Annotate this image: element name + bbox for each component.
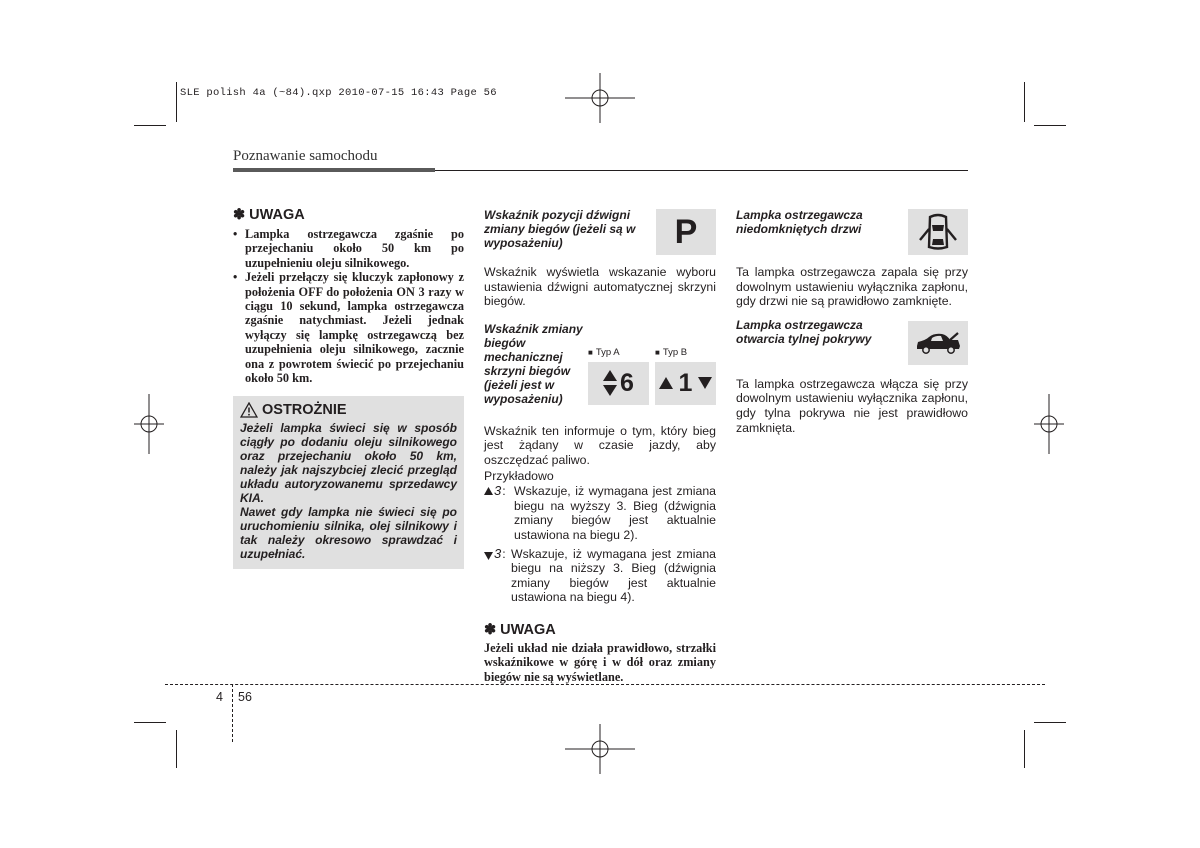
gear-position-header [484, 208, 716, 264]
registration-mark-left [134, 394, 164, 454]
down-arrow-icon [484, 552, 493, 560]
trunk-open-icon [914, 331, 962, 355]
shift-indicator-header [484, 322, 716, 416]
warning-triangle-icon [240, 402, 258, 418]
trunk-warning-heading: Lampka ostrzegawcza otwarcia tylnej pokrywy [736, 317, 872, 346]
park-p-icon: P [674, 212, 698, 251]
example-text: Wskazuje, iż wymagana jest zmiana biegu na wyższy 3. Bieg (dźwignia zmiany biegów jest aktualnie ustawiona na biegu 2). [514, 484, 716, 542]
header-bar-thick [233, 168, 435, 172]
list-item: • Lampka ostrzegawcza zgaśnie po przejechaniu około 50 km po uzupełnieniu oleju silnikowego. [233, 227, 464, 270]
note-text: Jeżeli układ nie działa prawidłowo, strzałki wskaźnikowe w górę i w dół oraz zmiany biegów nie są wyświetlane. [484, 640, 716, 684]
caution-box [233, 396, 464, 569]
example-gear: 3 [494, 483, 502, 499]
note-heading [233, 207, 464, 223]
gear-position-indicator [656, 209, 716, 255]
registration-mark-bottom [565, 724, 635, 774]
footer-divider [232, 684, 233, 742]
type-b-gear: 1 [678, 368, 693, 397]
type-a-gear: 6 [620, 368, 634, 397]
column-2 [484, 208, 716, 684]
shift-indicator-heading: Wskaźnik zmiany biegów mechanicznej skrzyni biegów (jeżeli jest w wyposażeniu) [484, 321, 583, 406]
door-warning-text: Ta lampka ostrzegawcza zapala się przy dowolnym ustawieniu wyłącznika zapłonu, gdy drzwi nie są prawidłowo zamknięte. [736, 265, 968, 309]
type-a-indicator [588, 362, 649, 405]
door-warning-header [736, 208, 968, 264]
up-arrow-icon [484, 487, 493, 495]
note-list [233, 227, 464, 385]
shift-indicator-text: Wskaźnik ten informuje o tym, który bieg jest żądany w czasie jazdy, aby oszczędzać paliwo. [484, 423, 716, 467]
note-title: UWAGA [500, 621, 556, 638]
caution-paragraph: Nawet gdy lampka nie świeci się po uruchomieniu silnika, olej silnikowy i tak należy okresowo sprawdzać i uzupełniać. [240, 505, 457, 562]
type-b-indicator [655, 362, 716, 405]
example-text: Wskazuje, iż wymagana jest zmiana biegu na niższy 3. Bieg (dźwignia zmiany biegów jest aktualnie ustawiona na biegu 4). [511, 546, 716, 605]
type-a-label: ■ Typ A [588, 346, 620, 358]
asterisk-icon: ✽ [233, 207, 246, 223]
example-label: Przykładowo [484, 468, 554, 483]
column-3 [736, 208, 968, 435]
caution-title: OSTROŻNIE [262, 402, 347, 419]
asterisk-icon: ✽ [484, 621, 497, 638]
footer-rule [165, 684, 1045, 685]
up-down-arrow-icon [603, 370, 617, 396]
print-slug: SLE polish 4a (~84).qxp 2010-07-15 16:43 Page 56 [180, 87, 497, 99]
chapter-number: 4 [216, 690, 223, 704]
note-title: UWAGA [249, 207, 305, 223]
trunk-warning-text: Ta lampka ostrzegawcza włącza się przy dowolnym ustawieniu wyłącznika zapłonu, gdy tylna pokrywa nie jest prawidłowo zamknięta. [736, 376, 968, 435]
down-arrow-icon [698, 377, 712, 389]
trunk-warning-header [736, 318, 968, 376]
example-downshift: 3 : Wskazuje, iż wymagana jest zmiana biegu na niższy 3. Bieg (dźwignia zmiany biegów jest aktualnie ustawiona na biegu 4). [484, 547, 716, 605]
registration-mark-top [565, 73, 635, 123]
gear-position-heading: Wskaźnik pozycji dźwigni zmiany biegów (jeżeli są w wyposażeniu) [484, 208, 636, 250]
up-arrow-icon [659, 377, 673, 389]
page-number: 56 [238, 690, 252, 704]
registration-mark-right [1034, 394, 1064, 454]
caution-heading [240, 402, 457, 418]
note-heading [484, 622, 716, 638]
column-1 [233, 207, 464, 569]
gear-position-text: Wskaźnik wyświetla wskazanie wyboru ustawienia dźwigni automatycznej skrzyni biegów. [484, 265, 716, 309]
header-rule [435, 170, 968, 171]
section-title: Poznawanie samochodu [233, 148, 378, 164]
door-warning-heading: Lampka ostrzegawcza niedomkniętych drzwi [736, 208, 863, 236]
list-item: • Jeżeli przełączy się kluczyk zapłonowy z położenia OFF do położenia ON 3 razy w ciągu 10 sekund, lampka ostrzegawcza zgaśnie natychmiast. Jeżeli jednak wyłączy się lampkę ostrzegawczą bez uzupełnienia oleju silnikowego, zacznie ona z powrotem świecić po przejechaniu około 50 km. [233, 270, 464, 386]
door-warning-indicator [908, 209, 968, 255]
caution-paragraph: Jeżeli lampka świeci się w sposób ciągły po dodaniu oleju silnikowego oraz przejechaniu około 50 km, należy jak najszybciej zlecić przegląd układu autoryzowanemu sprzedawcy KIA. [240, 421, 457, 506]
example-upshift: 3 : Wskazuje, iż wymagana jest zmiana biegu na wyższy 3. Bieg (dźwignia zmiany biegów jest aktualnie ustawiona na biegu 2). [484, 484, 716, 542]
door-ajar-icon [916, 213, 960, 251]
type-b-label: ■ Typ B [655, 346, 688, 358]
trunk-warning-indicator [908, 321, 968, 365]
example-gear: 3 [494, 545, 502, 561]
